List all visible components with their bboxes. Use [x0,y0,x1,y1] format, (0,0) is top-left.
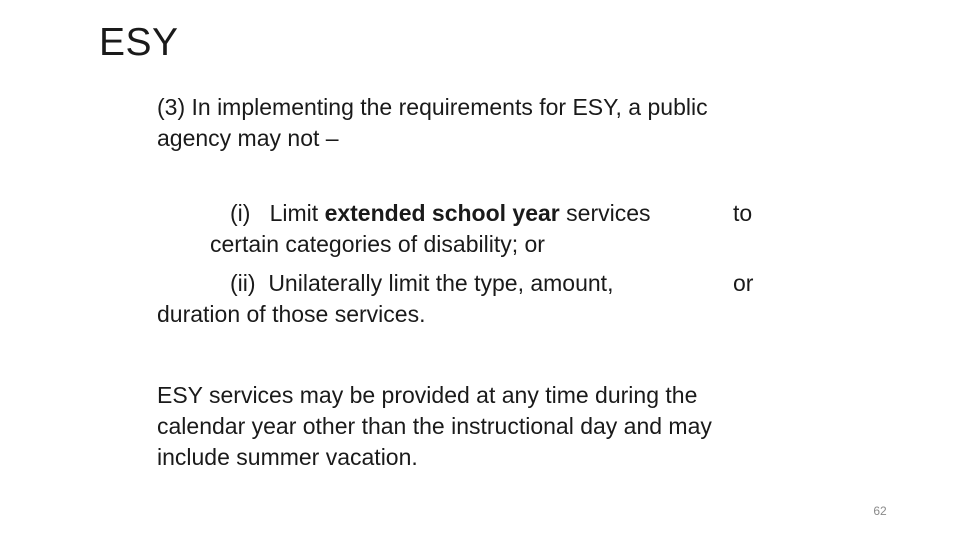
closing-line-3: include summer vacation. [157,444,418,470]
item-ii-line-2: duration of those services. [157,301,426,327]
page-number: 62 [873,504,887,518]
intro-paragraph [157,92,708,154]
item-i-emphasis: extended school year [324,200,560,226]
closing-paragraph [157,380,712,473]
item-ii-side-word: or [733,270,754,296]
item-i-line-2: certain categories of disability; or [210,231,545,257]
item-ii-line-1: (ii) Unilaterally limit the type, amount, [230,270,614,296]
item-i-suffix: services [559,200,651,226]
intro-line-1: (3) In implementing the requirements for ESY, a public [157,94,708,120]
item-i-prefix: (i) Limit [230,200,325,226]
item-ii-paragraph [157,268,613,330]
item-i-side-word: to [733,200,753,226]
item-i-paragraph [210,198,651,260]
closing-line-2: calendar year other than the instructional day and may [157,413,712,439]
intro-line-2: agency may not – [157,125,339,151]
closing-line-1: ESY services may be provided at any time during the [157,382,698,408]
slide-title: ESY [99,21,179,64]
item-i-line-1 [210,198,651,229]
